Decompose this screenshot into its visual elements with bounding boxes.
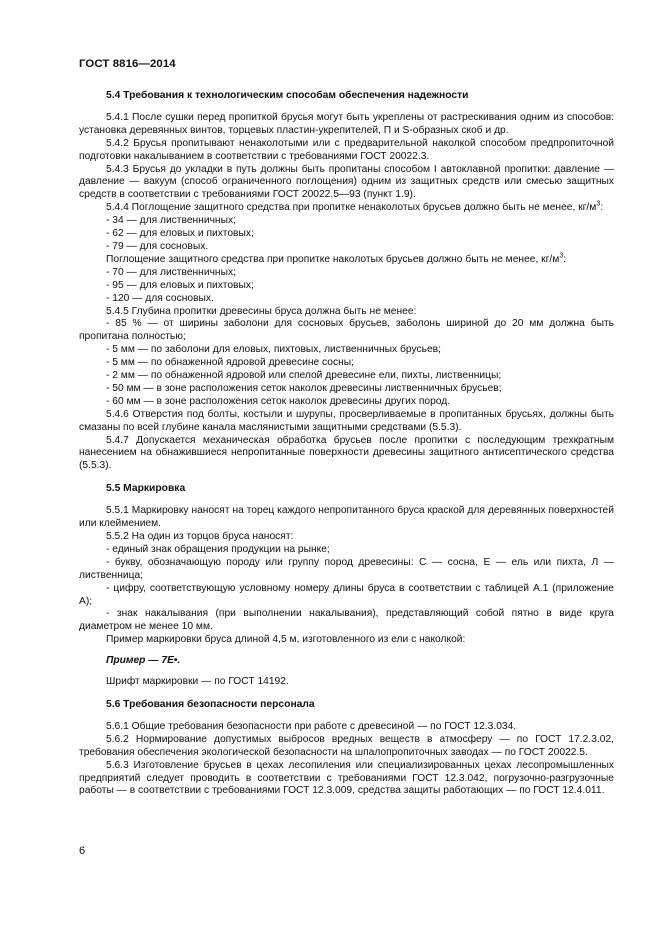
example-intro: Пример маркировки бруса длиной 4,5 м, изготовленного из ели с наколкой: — [106, 634, 466, 646]
paragraph-5-4-5: 5.4.5 Глубина пропитки древесины бруса должна быть не менее: — [106, 305, 417, 317]
superscript-3: 3 — [559, 252, 564, 260]
paragraph-5-6-3: 5.6.3 Изготовление брусьев в цехах лесопиления или специализированных цехах лесопромышленных предприятий следует проводить в соответствии с требованиями ГОСТ 12.3.042, погрузочно-разгрузочные работы — в соответствии с требованиями ГОСТ 12.3.009, средства защиты работающих — по ГОСТ 12.4.011. — [79, 759, 614, 797]
paragraph-5-4-2: 5.4.2 Брусья пропитывают ненаколотыми или с предварительной наколкой способом предпропиточной подготовки накалыванием в соответствии с требованиями ГОСТ 20022.3. — [79, 137, 614, 162]
colon: : — [600, 202, 604, 214]
list-item: - 50 мм — в зоне расположения сеток наколок древесины лиственничных брусьев; — [106, 382, 502, 394]
section-5-4-title: 5.4 Требования к технологическим способам обеспечения надежности — [106, 90, 469, 101]
superscript-3: 3 — [596, 200, 601, 208]
paragraph-5-5-1: 5.5.1 Маркировку наносят на торец каждого непропитанного бруса краской для деревянных поверхностей или клеймением. — [79, 505, 614, 530]
list-item: - 85 % — от ширины заболони для сосновых брусьев, заболонь шириной до 20 мм должна быть пропитана полностью; — [79, 318, 614, 343]
paragraph-5-4-7: 5.4.7 Допускается механическая обработка брусьев после пропитки с последующим трехкратным нанесением на обнажившиеся непропитанные поверхности древесины защитного антисептического средства (5.5.3). — [79, 434, 614, 472]
list-item: - знак накалывания (при выполнении накалывания), представляющий собой пятно в виде круга диаметром не менее 10 мм. — [79, 608, 614, 633]
list-item: - 5 мм — по обнаженной ядровой древесине сосны; — [106, 357, 354, 369]
list-item: - 60 мм — в зоне расположения сеток наколок древесины других пород. — [106, 395, 451, 407]
paragraph-5-4-3: 5.4.3 Брусья до укладки в путь должны быть пропитаны способом I автоклавной пропитки: давление — давление — вакуум (способ ограниченного поглощения) одним из защитных средств или смесью защитных средств в соответствии с требованиями ГОСТ 20022.5—93 (пункт 1.9). — [79, 163, 614, 201]
marking-example: Пример — 7Е•. — [106, 655, 181, 667]
list-item: - 70 — для лиственничных; — [106, 266, 236, 278]
colon: : — [563, 253, 567, 265]
document-header: ГОСТ 8816—2014 — [79, 58, 176, 70]
paragraph-5-5-2: 5.5.2 На один из торцов бруса наносят: — [106, 531, 294, 542]
list-item: - 95 — для еловых и пихтовых; — [106, 279, 254, 291]
paragraph-5-4-1: 5.4.1 После сушки перед пропиткой брусья могут быть укреплены от растрескивания одним из способов: установка деревянных винтов, торцевых пластин-укрепителей, П и S-образных скоб и др. — [79, 111, 614, 136]
list-item: - букву, обозначающую породу или группу пород древесины: С — сосна, Е — ель или пихта, Л — лиственница; — [79, 556, 614, 581]
list-item: - 2 мм — по обнаженной ядровой или спелой древесине ели, пихты, лиственницы; — [106, 370, 502, 382]
page-number: 6 — [79, 845, 86, 857]
list-item: - 5 мм — по заболони для еловых, пихтовых, лиственничных брусьев; — [106, 344, 441, 356]
paragraph-pricked-text: Поглощение защитного средства при пропитке наколотых брусьев должно быть не менее, кг/м — [106, 253, 560, 265]
paragraph-5-4-6: 5.4.6 Отверстия под болты, костыли и шурупы, просверливаемые в пропитанных брусьях, должны быть смазаны по всей глубине канала маслянистыми защитными средствами (5.5.3). — [79, 408, 614, 433]
paragraph-pricked-absorption — [79, 254, 614, 267]
list-item: - 62 — для еловых и пихтовых; — [106, 228, 254, 240]
paragraph-5-4-4-text: 5.4.4 Поглощение защитного средства при пропитке ненаколотых брусьев должно быть не менее, кг/м — [106, 202, 597, 214]
list-item: - 120 — для сосновых. — [106, 292, 214, 304]
section-5-6-title: 5.6 Требования безопасности персонала — [106, 698, 315, 710]
paragraph-5-6-2: 5.6.2 Нормирование допустимых выбросов вредных веществ в атмосферу — по ГОСТ 17.2.3.02, требования обеспечения экологической безопасности на шпалопропиточных заводах — по ГОСТ 20022.5. — [79, 733, 614, 758]
list-item: - 34 — для лиственничных; — [106, 215, 236, 227]
document-body — [79, 90, 614, 798]
paragraph-5-6-1: 5.6.1 Общие требования безопасности при работе с древесиной — по ГОСТ 12.3.034. — [106, 720, 517, 732]
list-item: - единый знак обращения продукции на рынке; — [106, 543, 330, 555]
list-item: - цифру, соответствующую условному номеру длины бруса в соответствии с таблицей А.1 (приложение А); — [79, 582, 614, 607]
font-note: Шрифт маркировки — по ГОСТ 14192. — [106, 676, 289, 688]
section-5-5-title: 5.5 Маркировка — [106, 483, 186, 495]
list-item: - 79 — для сосновых. — [106, 240, 209, 252]
paragraph-5-4-4 — [79, 202, 614, 215]
